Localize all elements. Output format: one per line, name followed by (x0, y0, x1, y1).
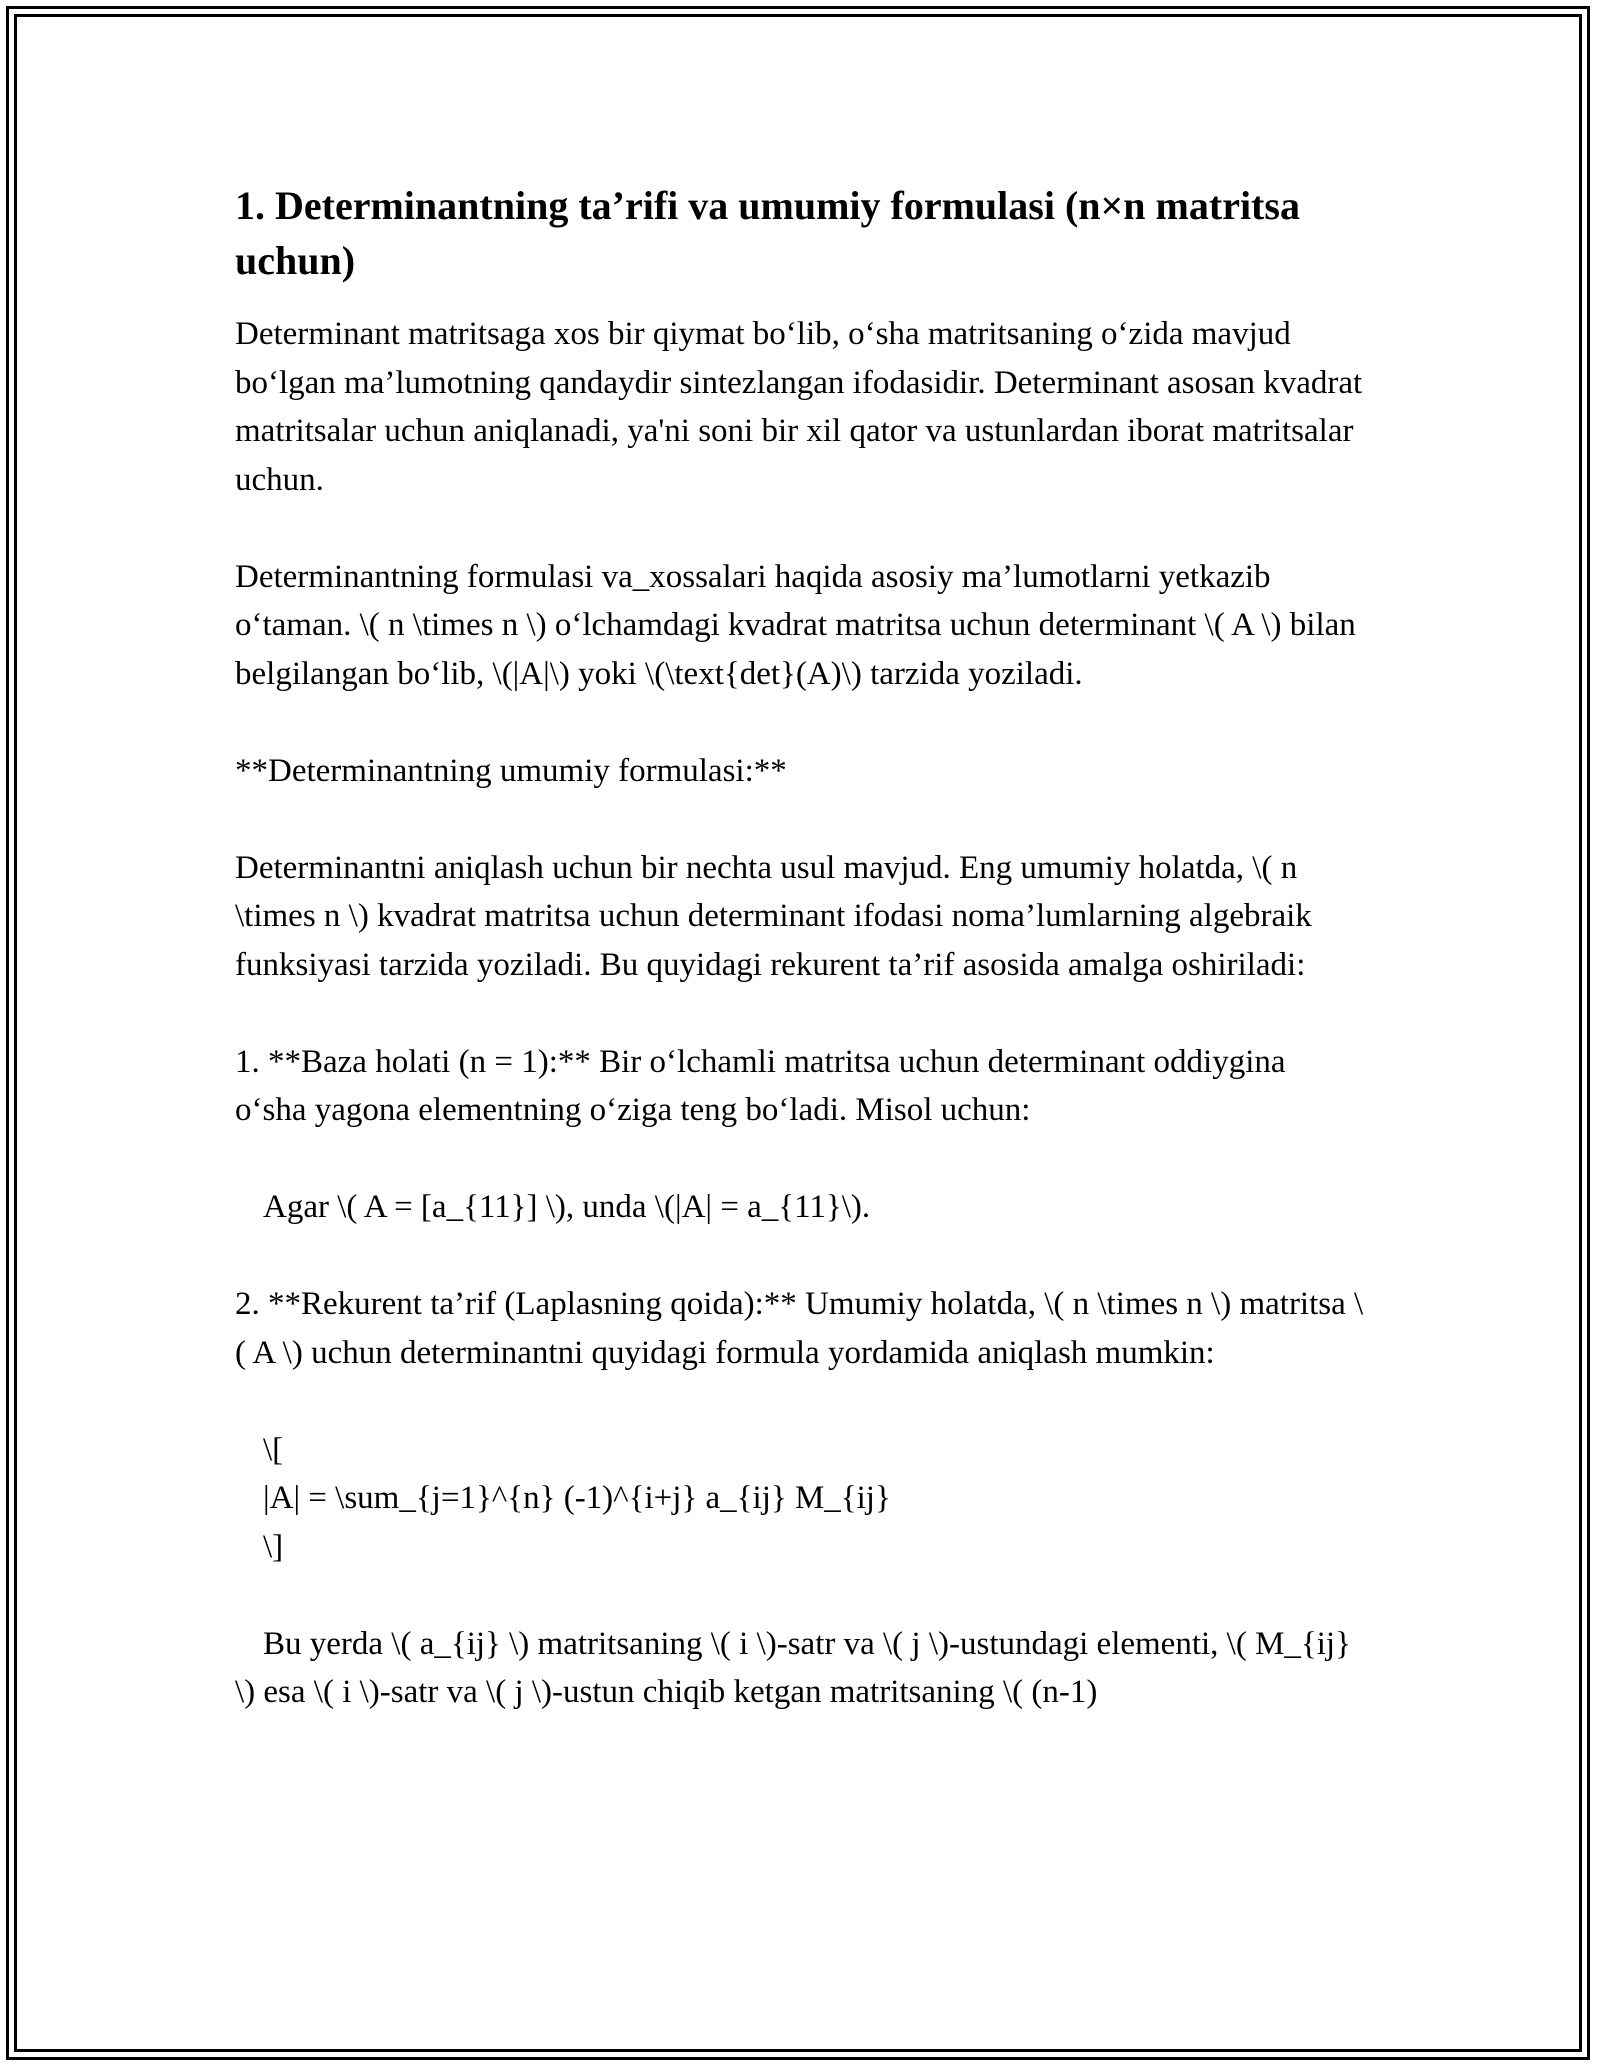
formula-open: \[ (263, 1431, 284, 1468)
list-item-base-case: 1. **Baza holati (n = 1):** Bir o‘lchamli matritsa uchun determinant oddiygina o‘sha yagona elementning o‘ziga teng bo‘ladi. Misol uchun: (235, 1043, 1286, 1128)
formula-close: \] (263, 1528, 284, 1565)
section-heading: 1. Determinantning ta’rifi va umumiy formulasi (n×n matritsa uchun) (235, 183, 1300, 283)
list-item-recursive: 2. **Rekurent ta’rif (Laplasning qoida):** Umumiy holatda, \( n \times n \) matritsa \( A \) uchun determinantni quyidagi formula yordamida aniqlash mumkin: (235, 1286, 1364, 1371)
paragraph-formula-title: **Determinantning umumiy formulasi:** (235, 752, 787, 789)
document-page (235, 178, 1365, 1765)
base-case-example: Agar \( A = [a_{11}] \), unda \(|A| = a_{11}\). (263, 1189, 871, 1225)
laplace-formula-block (235, 1426, 1365, 1572)
paragraph-definition: Determinant matritsaga xos bir qiymat bo‘lib, o‘sha matritsaning o‘zida mavjud bo‘lgan ma’lumotning qandaydir sintezlangan ifodasidir. Determinant asosan kvadrat matritsalar uchun aniqlanadi, ya'ni soni bir xil qator va ustunlardan iborat matritsalar uchun. (235, 316, 1363, 498)
formula-body: |A| = \sum_{j=1}^{n} (-1)^{i+j} a_{ij} M_{ij} (263, 1480, 891, 1516)
paragraph-methods: Determinantni aniqlash uchun bir nechta usul mavjud. Eng umumiy holatda, \( n \times n \) kvadrat matritsa uchun determinant ifodasi noma’lumlarning algebraik funksiyasi tarzida yoziladi. Bu quyidagi rekurent ta’rif asosida amalga oshiriladi: (235, 849, 1312, 983)
paragraph-notation: Determinantning formulasi va_xossalari haqida asosiy ma’lumotlarni yetkazib o‘taman. \( n \times n \) o‘lchamdagi kvadrat matritsa uchun determinant \( A \) bilan belgilangan bo‘lib, \(|A|\) yoki \(\text{det}(A)\) tarzida yoziladi. (235, 558, 1356, 692)
paragraph-explanation: Bu yerda \( a_{ij} \) matritsaning \( i \)-satr va \( j \)-ustundagi elementi, \( M_{ij} \) esa \( i \)-satr va \( j \)-ustun chiqib ketgan matritsaning \( (n-1) (235, 1625, 1351, 1710)
